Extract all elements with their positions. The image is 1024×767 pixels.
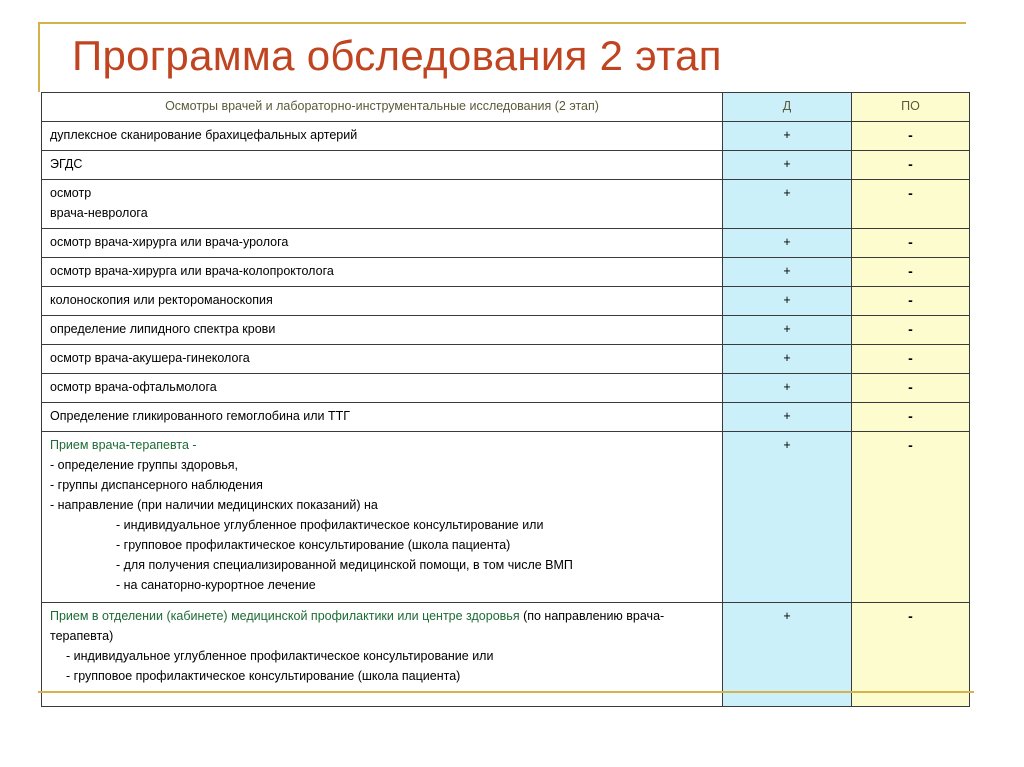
row-po-mark: - xyxy=(852,229,970,258)
therapist-item: - группы диспансерного наблюдения xyxy=(50,478,263,492)
row-po-mark: - xyxy=(852,151,970,180)
prevention-item: - групповое профилактическое консультирование (школа пациента) xyxy=(66,669,461,683)
header-d: Д xyxy=(723,93,852,122)
row-label-line1: осмотр xyxy=(50,186,92,200)
row-d-mark: + xyxy=(723,122,852,151)
header-po: ПО xyxy=(852,93,970,122)
row-label: осмотр врача-офтальмолога xyxy=(42,374,723,403)
therapist-row xyxy=(42,432,970,603)
row-d-mark: + xyxy=(723,151,852,180)
row-po-mark: - xyxy=(852,316,970,345)
table-row xyxy=(42,122,970,151)
row-d-mark: + xyxy=(723,180,852,229)
table-row xyxy=(42,287,970,316)
row-d-mark: + xyxy=(723,374,852,403)
prevention-heading-tail: (по направлению врача-терапевта) xyxy=(50,609,665,643)
row-label: осмотр врача-хирурга или врача-колопроктолога xyxy=(42,258,723,287)
row-po-mark: - xyxy=(852,180,970,229)
table-row xyxy=(42,316,970,345)
prevention-item: - индивидуальное углубленное профилактическое консультирование или xyxy=(66,649,494,663)
row-d-mark: + xyxy=(723,229,852,258)
decorative-left-line xyxy=(38,22,40,92)
table-row xyxy=(42,403,970,432)
row-po-mark: - xyxy=(852,287,970,316)
row-label: осмотр врача-хирурга или врача-уролога xyxy=(42,229,723,258)
row-d-mark: + xyxy=(723,316,852,345)
table-row xyxy=(42,258,970,287)
therapist-item: - направление (при наличии медицинских показаний) на xyxy=(50,498,378,512)
therapist-po-mark: - xyxy=(852,432,970,603)
row-label: ЭГДС xyxy=(42,151,723,180)
row-po-mark: - xyxy=(852,345,970,374)
prevention-heading: Прием в отделении (кабинете) медицинской профилактики или центре здоровья xyxy=(50,609,520,623)
row-d-mark: + xyxy=(723,258,852,287)
row-label: определение липидного спектра крови xyxy=(42,316,723,345)
table-row xyxy=(42,229,970,258)
row-label-line2: врача-невролога xyxy=(50,206,148,220)
row-d-mark: + xyxy=(723,287,852,316)
therapist-item: - определение группы здоровья, xyxy=(50,458,238,472)
row-label: дуплексное сканирование брахицефальных артерий xyxy=(42,122,723,151)
therapist-subitem: - для получения специализированной медицинской помощи, в том числе ВМП xyxy=(116,558,573,572)
row-d-mark: + xyxy=(723,403,852,432)
row-label: колоноскопия или ректороманоскопия xyxy=(42,287,723,316)
row-label: осмотр врача-акушера-гинеколога xyxy=(42,345,723,374)
row-d-mark: + xyxy=(723,345,852,374)
therapist-d-mark: + xyxy=(723,432,852,603)
decorative-top-line xyxy=(38,22,966,24)
table-row xyxy=(42,151,970,180)
row-label: Определение гликированного гемоглобина или ТТГ xyxy=(42,403,723,432)
table-header-row xyxy=(42,93,970,122)
page-title: Программа обследования 2 этап xyxy=(72,32,722,79)
therapist-heading: Прием врача-терапевта - xyxy=(50,438,197,452)
row-po-mark: - xyxy=(852,258,970,287)
row-po-mark: - xyxy=(852,122,970,151)
row-po-mark: - xyxy=(852,374,970,403)
table-row xyxy=(42,374,970,403)
exam-program-table xyxy=(41,92,970,707)
row-label xyxy=(42,180,723,229)
header-exams: Осмотры врачей и лабораторно-инструментальные исследования (2 этап) xyxy=(42,93,723,122)
table-row xyxy=(42,345,970,374)
table-row xyxy=(42,180,970,229)
therapist-subitem: - индивидуальное углубленное профилактическое консультирование или xyxy=(116,518,544,532)
prevention-d-mark: + xyxy=(723,603,852,707)
prevention-heading-wrap xyxy=(50,606,714,646)
therapist-subitem: - на санаторно-курортное лечение xyxy=(116,578,316,592)
therapist-subitem: - групповое профилактическое консультирование (школа пациента) xyxy=(116,538,511,552)
row-po-mark: - xyxy=(852,403,970,432)
prevention-po-mark: - xyxy=(852,603,970,707)
therapist-cell xyxy=(42,432,723,603)
decorative-bottom-line xyxy=(38,691,974,693)
